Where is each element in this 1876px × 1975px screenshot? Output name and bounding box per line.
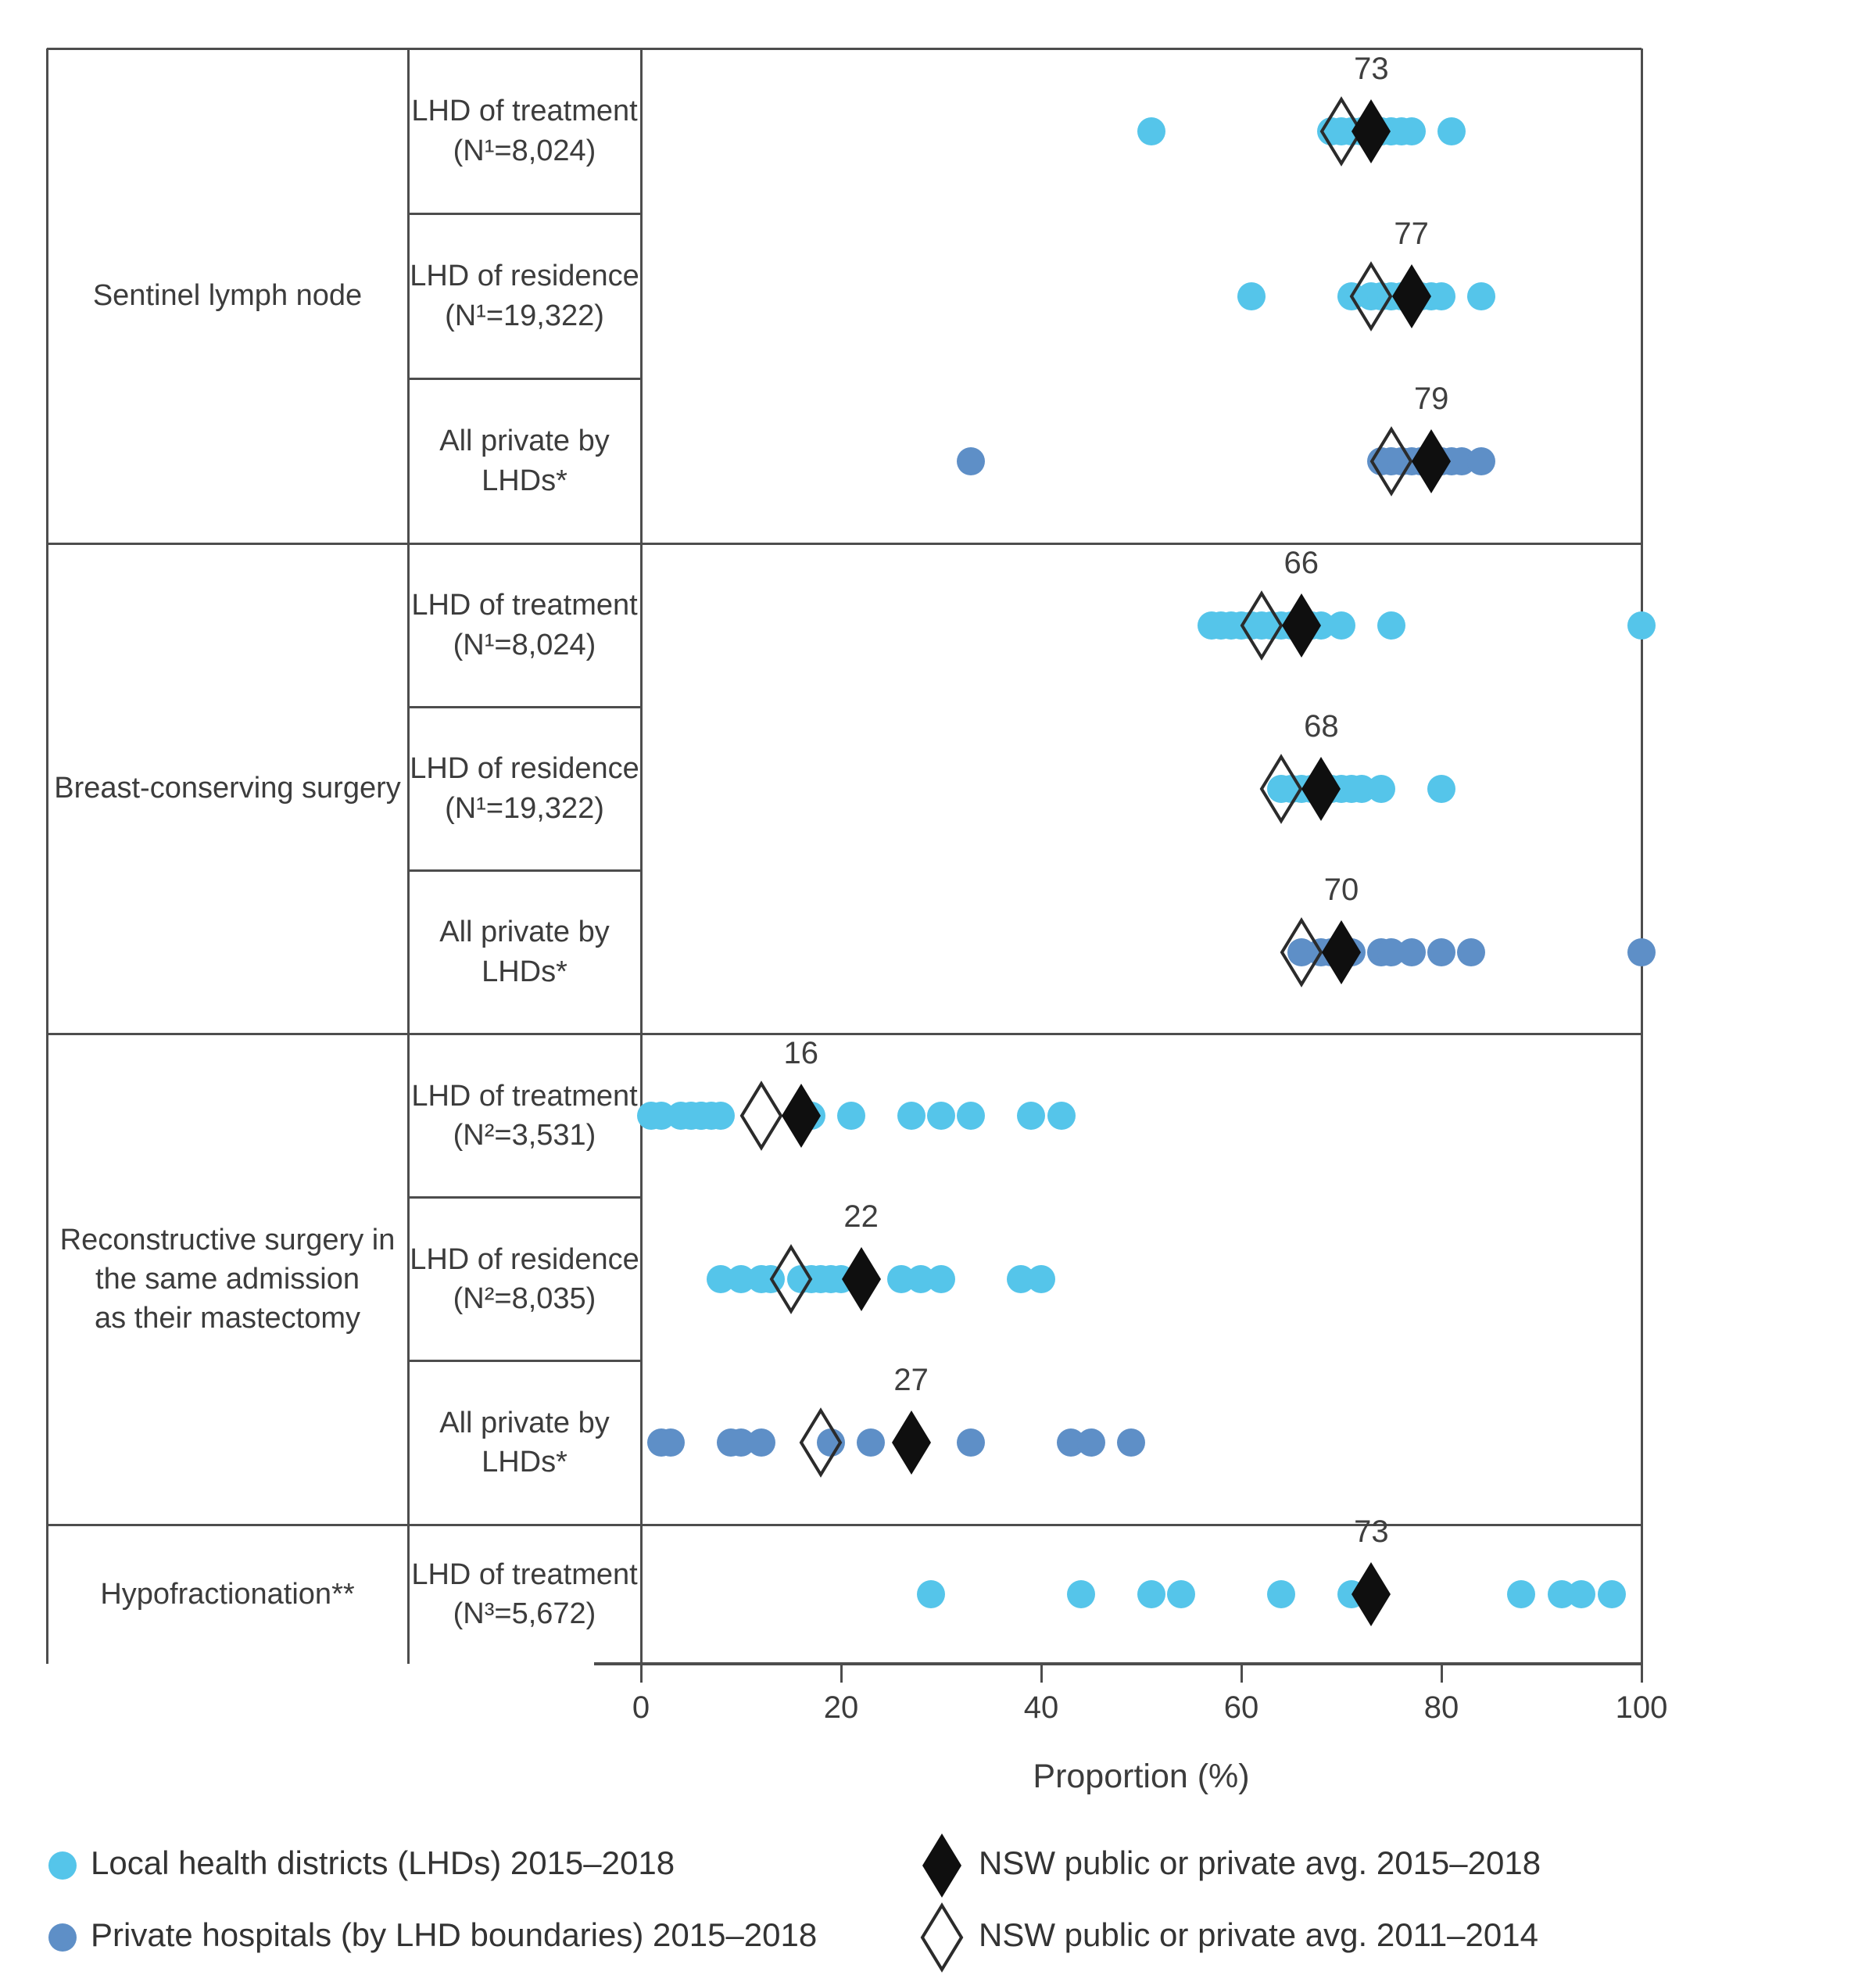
legend-label: NSW public or private avg. 2011–2014 [979, 1916, 1538, 1953]
private-hospital-dot [1427, 938, 1455, 966]
legend-label: NSW public or private avg. 2015–2018 [979, 1844, 1541, 1881]
avg-2015-2018-diamond [1316, 915, 1366, 990]
avg-2011-2014-diamond [766, 1242, 816, 1317]
group-label-line: as their mastectomy [95, 1302, 360, 1335]
lhd-dot [927, 1265, 955, 1293]
lhd-dot [1567, 1580, 1595, 1608]
x-axis-line [594, 1662, 1642, 1665]
avg-2015-2018-diamond [836, 1242, 886, 1317]
group-label-line: Sentinel lymph node [92, 279, 363, 313]
plot-right-border [1641, 48, 1643, 1664]
lhd-dot [1327, 611, 1355, 640]
x-axis-tick [640, 1664, 643, 1683]
legend-filled-diamond-icon [917, 1828, 967, 1903]
private-hospital-dot [1117, 1428, 1145, 1457]
avg-value-label: 22 [843, 1199, 879, 1234]
x-axis-tick-label: 80 [1423, 1690, 1459, 1725]
row-label [408, 707, 641, 870]
lhd-dot [1047, 1102, 1076, 1130]
avg-value-label: 73 [1354, 51, 1389, 86]
row-label [408, 543, 641, 707]
lhd-dot [1267, 1580, 1295, 1608]
row-label-line: (N¹=8,024) [453, 134, 596, 167]
group-label [47, 1034, 408, 1525]
group-label [47, 543, 408, 1034]
legend-lhd-dot-icon [48, 1851, 77, 1880]
avg-value-label: 73 [1354, 1514, 1389, 1549]
lhd-dot [1017, 1102, 1045, 1130]
avg-value-label: 27 [893, 1363, 929, 1398]
private-hospital-dot [1467, 447, 1495, 475]
lhd-dot [1027, 1265, 1055, 1293]
x-axis-tick [1241, 1664, 1243, 1683]
legend-label: Private hospitals (by LHD boundaries) 2015–2018 [91, 1916, 818, 1953]
row-label-line: LHD of treatment [411, 1079, 638, 1113]
x-axis-tick-label: 40 [1023, 1690, 1059, 1725]
lhd-dot [957, 1102, 985, 1130]
lhd-dot [1377, 611, 1405, 640]
lhd-dot [1627, 611, 1656, 640]
row-label-line: LHD of residence [410, 1242, 639, 1276]
private-hospital-dot [1627, 938, 1656, 966]
group-label-line: the same admission [95, 1262, 360, 1296]
private-hospital-dot [957, 447, 985, 475]
x-axis-tick [1641, 1664, 1643, 1683]
row-label-line: LHD of residence [410, 260, 639, 293]
row-label-line: All private by [439, 425, 610, 458]
row-label-line: (N²=3,531) [453, 1118, 596, 1152]
x-axis-tick-label: 60 [1223, 1690, 1259, 1725]
x-axis-tick [1441, 1664, 1443, 1683]
row-label-line: (N¹=19,322) [445, 299, 604, 332]
avg-2015-2018-diamond [1406, 424, 1456, 499]
lhd-dot [1167, 1580, 1195, 1608]
row-label [408, 1034, 641, 1197]
avg-2015-2018-diamond [1387, 259, 1437, 334]
avg-2015-2018-diamond [886, 1405, 936, 1480]
avg-2015-2018-diamond [1346, 94, 1396, 169]
avg-2015-2018-diamond [1296, 751, 1346, 826]
lhd-dot [837, 1102, 865, 1130]
avg-2011-2014-diamond [796, 1405, 846, 1480]
avg-value-label: 68 [1304, 708, 1339, 744]
lhd-dot [1367, 775, 1395, 803]
private-hospital-dot [1457, 938, 1485, 966]
group-label-line: Reconstructive surgery in [59, 1223, 396, 1256]
group-label [47, 1525, 408, 1664]
lhd-dot [1137, 1580, 1165, 1608]
avg-value-label: 77 [1394, 216, 1429, 251]
row-label-line: LHDs* [482, 1446, 567, 1479]
private-hospital-dot [657, 1428, 685, 1457]
row-label [408, 1525, 641, 1664]
row-label-line: (N¹=8,024) [453, 628, 596, 661]
x-axis-title: Proportion (%) [1033, 1758, 1250, 1795]
group-label [47, 48, 408, 543]
x-axis-tick [840, 1664, 843, 1683]
avg-value-label: 79 [1413, 381, 1449, 416]
row-label-line: (N³=5,672) [453, 1597, 596, 1630]
row-label-line: LHDs* [482, 464, 567, 497]
row-label [408, 378, 641, 543]
lhd-dot [1598, 1580, 1626, 1608]
group-label-line: Breast-conserving surgery [54, 772, 401, 805]
legend-private-dot-icon [48, 1923, 77, 1952]
row-label [408, 213, 641, 378]
row-label-line: (N¹=19,322) [445, 791, 604, 825]
avg-value-label: 66 [1283, 545, 1319, 580]
legend-label: Local health districts (LHDs) 2015–2018 [91, 1844, 675, 1881]
lhd-dot [917, 1580, 945, 1608]
row-label [408, 870, 641, 1034]
avg-2015-2018-diamond [1276, 588, 1326, 663]
x-axis-tick [1040, 1664, 1043, 1683]
lhd-dot [1067, 1580, 1095, 1608]
row-label [408, 48, 641, 213]
lhd-dot [927, 1102, 955, 1130]
row-label [408, 1197, 641, 1360]
row-label-line: LHD of treatment [411, 589, 638, 622]
lhd-dot [1467, 282, 1495, 310]
row-label-line: LHD of treatment [411, 95, 638, 128]
legend-open-diamond-icon [917, 1900, 967, 1975]
lhd-dot [1427, 775, 1455, 803]
row-label-line: All private by [439, 916, 610, 949]
private-hospital-dot [857, 1428, 885, 1457]
row-label-line: (N²=8,035) [453, 1281, 596, 1315]
lhd-dot [1398, 117, 1426, 145]
row-label-line: LHDs* [482, 955, 567, 988]
x-axis-tick-label: 0 [632, 1690, 650, 1725]
lhd-dot [1437, 117, 1466, 145]
row-label-line: LHD of treatment [411, 1557, 638, 1591]
row-label-line: All private by [439, 1407, 610, 1440]
avg-value-label: 70 [1323, 872, 1359, 907]
avg-2015-2018-diamond [776, 1078, 826, 1153]
lhd-dot [707, 1102, 735, 1130]
lhd-dot [1507, 1580, 1535, 1608]
private-hospital-dot [747, 1428, 775, 1457]
private-hospital-dot [957, 1428, 985, 1457]
x-axis-tick-label: 20 [823, 1690, 859, 1725]
lhd-dot [1137, 117, 1165, 145]
lhd-dot [897, 1102, 925, 1130]
lhd-dot [1237, 282, 1266, 310]
private-hospital-dot [1398, 938, 1426, 966]
avg-value-label: 16 [783, 1035, 819, 1070]
group-label-line: Hypofractionation** [100, 1577, 355, 1611]
private-hospital-dot [1077, 1428, 1105, 1457]
row-label [408, 1361, 641, 1525]
row-label-line: LHD of residence [410, 752, 639, 786]
x-axis-tick-label: 100 [1615, 1690, 1668, 1725]
avg-2015-2018-diamond [1346, 1557, 1396, 1632]
